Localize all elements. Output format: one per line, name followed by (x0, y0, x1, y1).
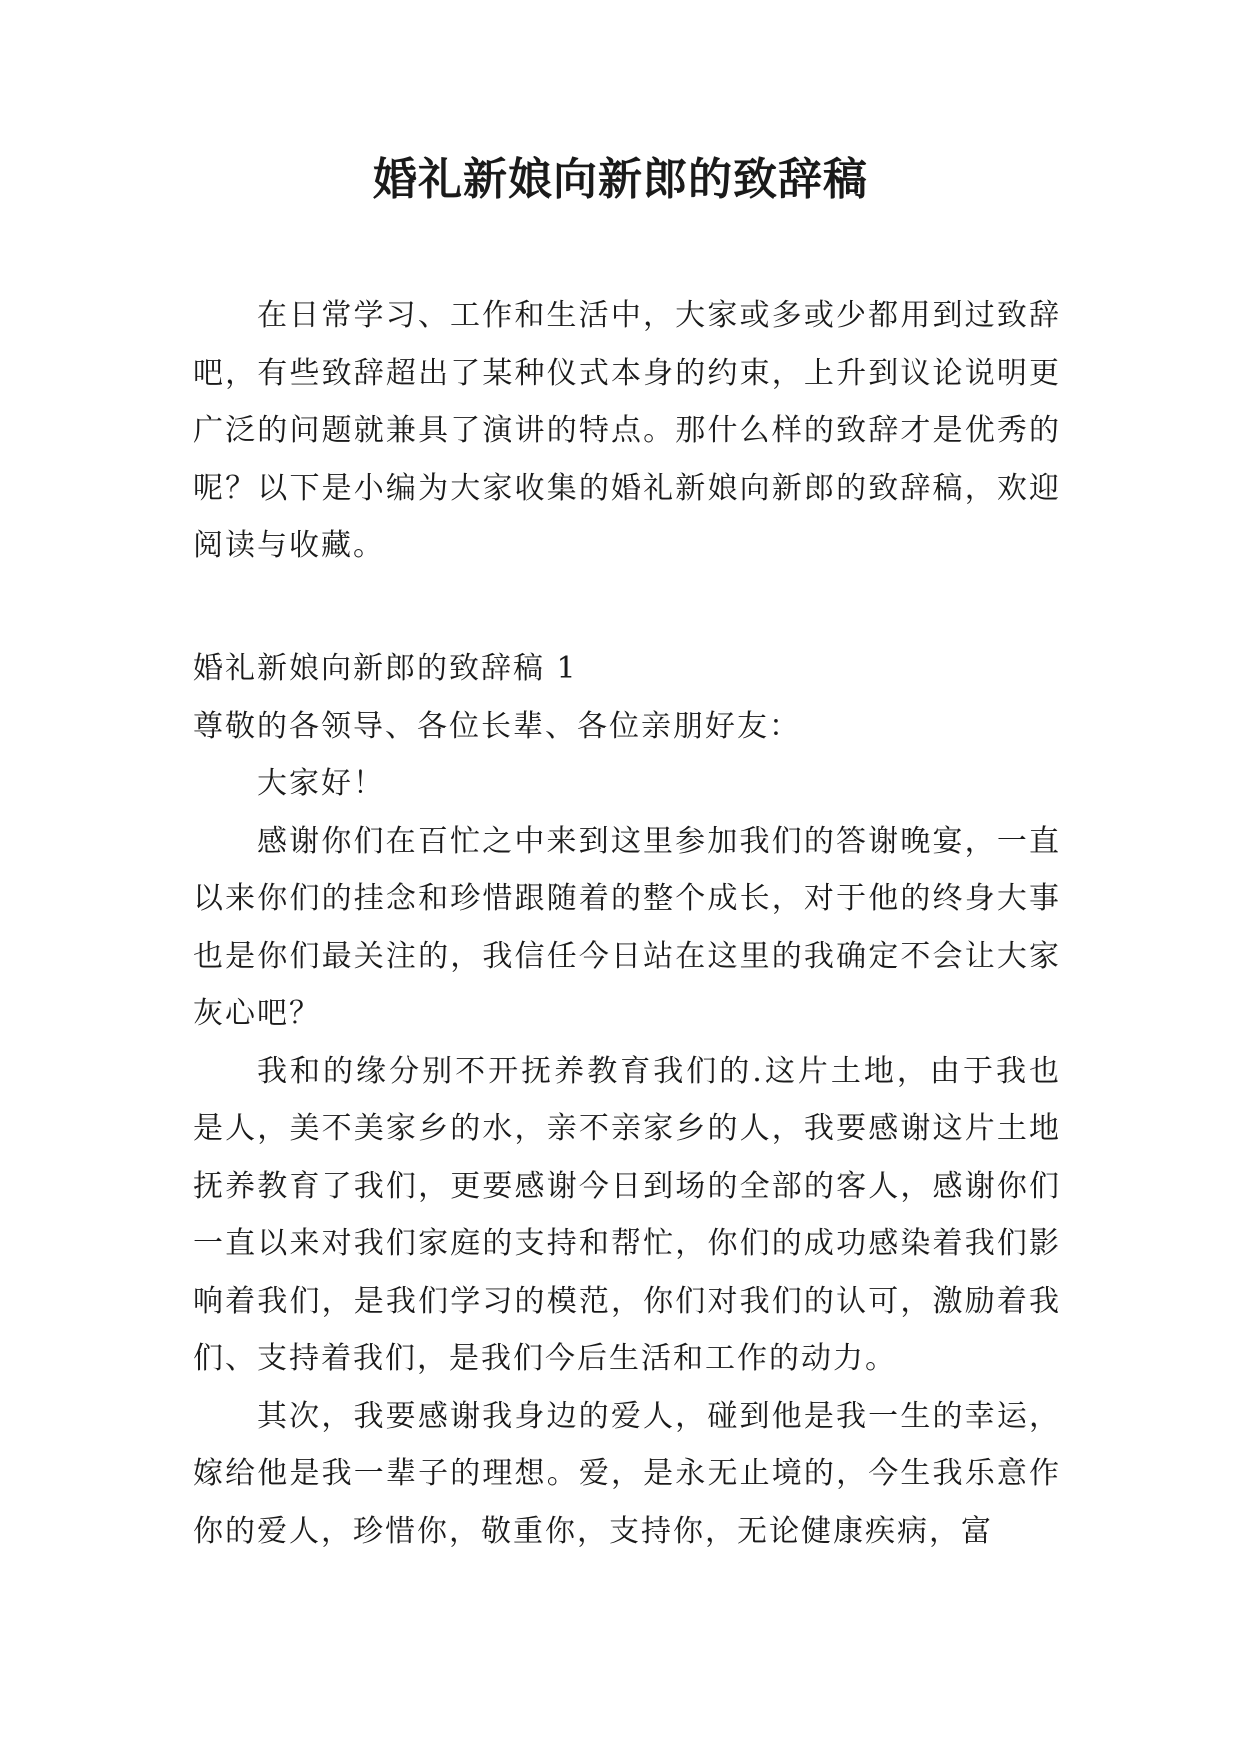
speech-section (193, 640, 1061, 1560)
paragraph-thanks-guests: 感谢你们在百忙之中来到这里参加我们的答谢晚宴，一直以来你们的挂念和珍惜跟随着的整个成长，对于他的终身大事也是你们最关注的，我信任今日站在这里的我确定不会让大家灰心吧？ (193, 823, 1061, 1031)
intro-paragraph: 在日常学习、工作和生活中，大家或多或少都用到过致辞吧，有些致辞超出了某种仪式本身的约束，上升到议论说明更广泛的问题就兼具了演讲的特点。那什么样的致辞才是优秀的呢？以下是小编为大家收集的婚礼新娘向新郎的致辞稿，欢迎阅读与收藏。 (193, 298, 1061, 563)
section-heading: 婚礼新娘向新郎的致辞稿 1 (193, 651, 578, 686)
paragraph-thanks-husband: 其次，我要感谢我身边的爱人，碰到他是我一生的幸运，嫁给他是我一辈子的理想。爱，是永无止境的，今生我乐意作你的爱人，珍惜你，敬重你，支持你，无论健康疾病，富 (193, 1398, 1061, 1549)
document-title: 婚礼新娘向新郎的致辞稿 (373, 154, 868, 205)
intro-block (193, 287, 1061, 575)
paragraph-hometown: 我和的缘分别不开抚养教育我们的.这片土地，由于我也是人，美不美家乡的水，亲不亲家乡的人，我要感谢这片土地抚养教育了我们，更要感谢今日到场的全部的客人，感谢你们一直以来对我们家庭的支持和帮忙，你们的成功感染着我们影响着我们，是我们学习的模范，你们对我们的认可，激励着我们、支持着我们，是我们今后生活和工作的动力。 (193, 1053, 1061, 1376)
paragraph-greeting: 大家好！ (257, 766, 385, 801)
salutation: 尊敬的各领导、各位长辈、各位亲朋好友： (193, 708, 801, 744)
